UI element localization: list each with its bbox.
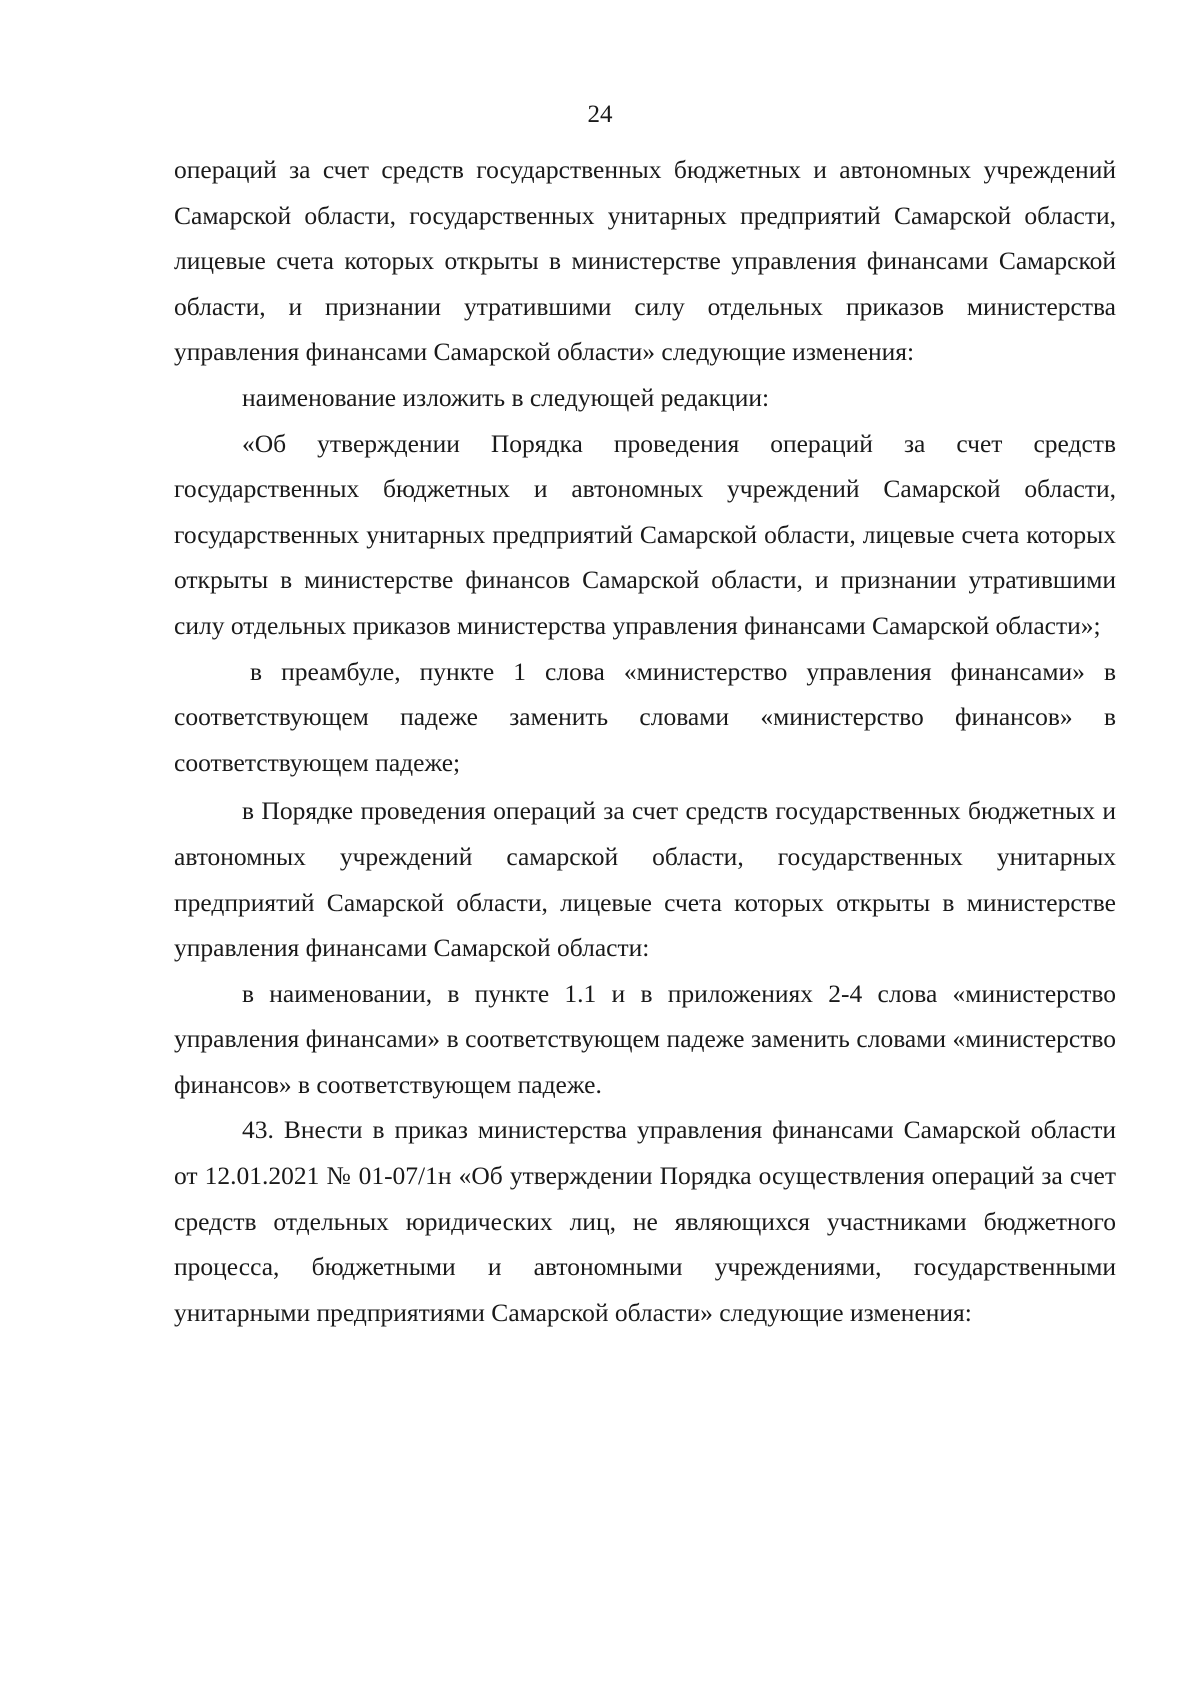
paragraph-item-43: 43. Внести в приказ министерства управления финансами Самарской области от 12.01.2021 № 01-07/1н «Об утверждении Порядка осуществления операций за счет средств отдельных юридических лиц, не являющихся участниками бюджетного процесса, бюджетными и автономными учреждениями, государственными унитарными предприятиями Самарской области» следующие изменения: xyxy=(174,1115,1116,1327)
paragraph-procedure: в Порядке проведения операций за счет средств государственных бюджетных и автономных учреждений самарской области, государственных унитарных предприятий Самарской области, лицевые счета которых открыты в министерстве управления финансами Самарской области: xyxy=(174,796,1116,963)
page-number: 24 xyxy=(587,101,613,128)
paragraph-name-heading: наименование изложить в следующей редакции: xyxy=(242,382,770,412)
paragraph-continuation: операций за счет средств государственных бюджетных и автономных учреждений Самарской области, государственных унитарных предприятий Самарской области, лицевые счета которых открыты в министерстве управления финансами Самарской области, и признании утратившими силу отдельных приказов министерства управления финансами Самарской области» следующие изменения: xyxy=(174,155,1116,367)
paragraph-naming: в наименовании, в пункте 1.1 и в приложениях 2-4 слова «министерство управления финансами» в соответствующем падеже заменить словами «министерство финансов» в соответствующем падеже. xyxy=(174,978,1116,1099)
paragraph-preamble: в преамбуле, пункте 1 слова «министерство управления финансами» в соответствующем падеже заменить словами «министерство финансов» в соответствующем падеже; xyxy=(174,656,1116,777)
document-body xyxy=(174,147,1116,1335)
paragraph-new-name: «Об утверждении Порядка проведения операций за счет средств государственных бюджетных и автономных учреждений Самарской области, государственных унитарных предприятий Самарской области, лицевые счета которых открыты в министерстве финансов Самарской области, и признании утратившими силу отдельных приказов министерства управления финансами Самарской области»; xyxy=(174,428,1116,640)
